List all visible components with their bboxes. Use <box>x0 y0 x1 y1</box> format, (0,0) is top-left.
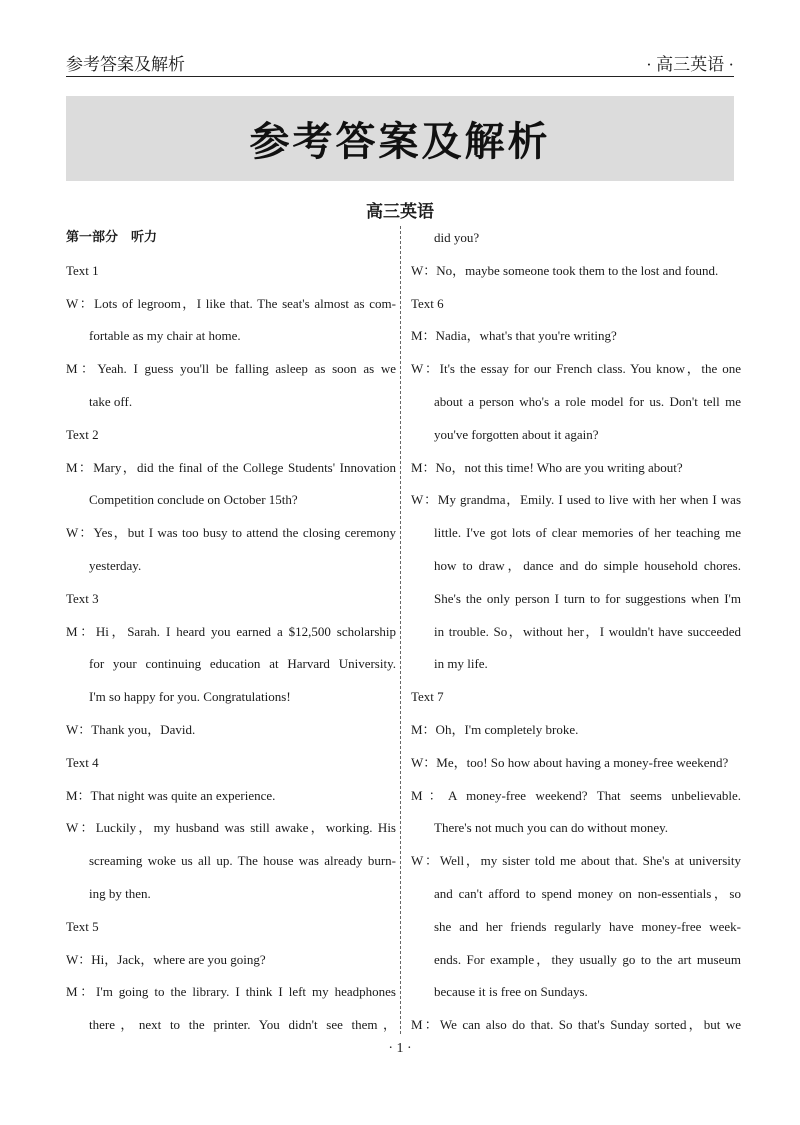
dialogue-line: M：A money-free weekend? That seems unbelievable. <box>411 787 741 803</box>
dialogue-line: in my life. <box>434 656 488 672</box>
dialogue-line: W：Well，my sister told me about that. She's at university <box>411 853 741 869</box>
text-label: Text 3 <box>66 590 99 606</box>
title-banner <box>66 96 734 181</box>
dialogue-line: W：My grandma，Emily. I used to live with her when I was <box>411 492 741 508</box>
dialogue-line: how to draw，dance and do simple household chores. <box>434 557 741 573</box>
dialogue-line: did you? <box>434 230 480 245</box>
dialogue-line: Competition conclude on October 15th? <box>89 492 298 508</box>
dialogue-line: M：Mary，did the final of the College Students' Innovation <box>66 459 396 475</box>
dialogue-line: W：Hi，Jack，where are you going? <box>66 951 266 967</box>
dialogue-line: little. I've got lots of clear memories of her teaching me <box>434 525 741 541</box>
header-right-subject: · 高三英语 · <box>646 55 734 74</box>
dialogue-line: screaming woke us all up. The house was already burn- <box>89 853 396 869</box>
dialogue-line: M：No，not this time! Who are you writing about? <box>411 459 683 475</box>
dialogue-line: M：Oh，I'm completely broke. <box>411 721 579 737</box>
dialogue-line: M：Yeah. I guess you'll be falling asleep as soon as we <box>66 361 396 377</box>
dialogue-line: because it is free on Sundays. <box>434 984 588 1000</box>
text-label: Text 6 <box>411 295 444 311</box>
dialogue-line: W：Me，too! So how about having a money-free weekend? <box>411 754 729 770</box>
text-label: Text 4 <box>66 754 99 770</box>
text-label: Text 7 <box>411 689 444 705</box>
text-label: Text 5 <box>66 918 99 934</box>
column-divider <box>400 226 401 1034</box>
running-header <box>66 48 734 77</box>
dialogue-line: I'm so happy for you. Congratulations! <box>89 689 291 705</box>
page-number: · 1 · <box>388 1041 412 1056</box>
dialogue-line: take off. <box>89 393 133 409</box>
dialogue-line: in trouble. So，without her，I wouldn't have succeeded <box>434 623 741 639</box>
dialogue-line: for your continuing education at Harvard University. <box>89 656 396 672</box>
dialogue-line: M：Hi，Sarah. I heard you earned a $12,500 scholarship <box>66 623 396 639</box>
dialogue-line: M：That night was quite an experience. <box>66 787 276 803</box>
dialogue-line: W：Thank you，David. <box>66 721 196 737</box>
right-column <box>411 222 741 1042</box>
dialogue-line: ing by then. <box>89 885 151 901</box>
dialogue-line: M：Nadia，what's that you're writing? <box>411 328 617 344</box>
subject-title: 高三英语 <box>366 202 434 222</box>
dialogue-line: W：Lots of legroom，I like that. The seat's almost as com- <box>66 295 396 311</box>
header-left-title: 参考答案及解析 <box>66 55 185 74</box>
dialogue-line: yesterday. <box>89 557 142 573</box>
dialogue-line: She's the only person I turn to for suggestions when I'm <box>434 590 741 606</box>
dialogue-line: and can't afford to spend money on non-essentials，so <box>434 885 741 901</box>
dialogue-line: W：No，maybe someone took them to the lost and found. <box>411 262 719 278</box>
dialogue-line: ends. For example，they usually go to the art museum <box>434 951 741 967</box>
banner-title: 参考答案及解析 <box>249 119 551 165</box>
left-column <box>66 222 396 1042</box>
dialogue-line: there，next to the printer. You didn't see them， <box>89 1017 396 1033</box>
dialogue-line: W：Luckily，my husband was still awake，working. His <box>66 820 396 836</box>
section-heading: 第一部分 听力 <box>66 230 158 245</box>
dialogue-line: M：We can also do that. So that's Sunday sorted，but we <box>411 1017 741 1033</box>
dialogue-line: W：It's the essay for our French class. You know，the one <box>411 361 741 377</box>
dialogue-line: M：I'm going to the library. I think I left my headphones <box>66 984 396 1000</box>
dialogue-line: W：Yes，but I was too busy to attend the closing ceremony <box>66 525 396 541</box>
dialogue-line: you've forgotten about it again? <box>434 426 599 442</box>
dialogue-line: fortable as my chair at home. <box>89 328 241 344</box>
text-label: Text 2 <box>66 426 99 442</box>
text-label: Text 1 <box>66 262 99 278</box>
dialogue-line: There's not much you can do without money. <box>434 820 669 836</box>
dialogue-line: about a person who's a role model for us. Don't tell me <box>434 393 741 409</box>
dialogue-line: she and her friends regularly have money-free week- <box>434 918 741 934</box>
